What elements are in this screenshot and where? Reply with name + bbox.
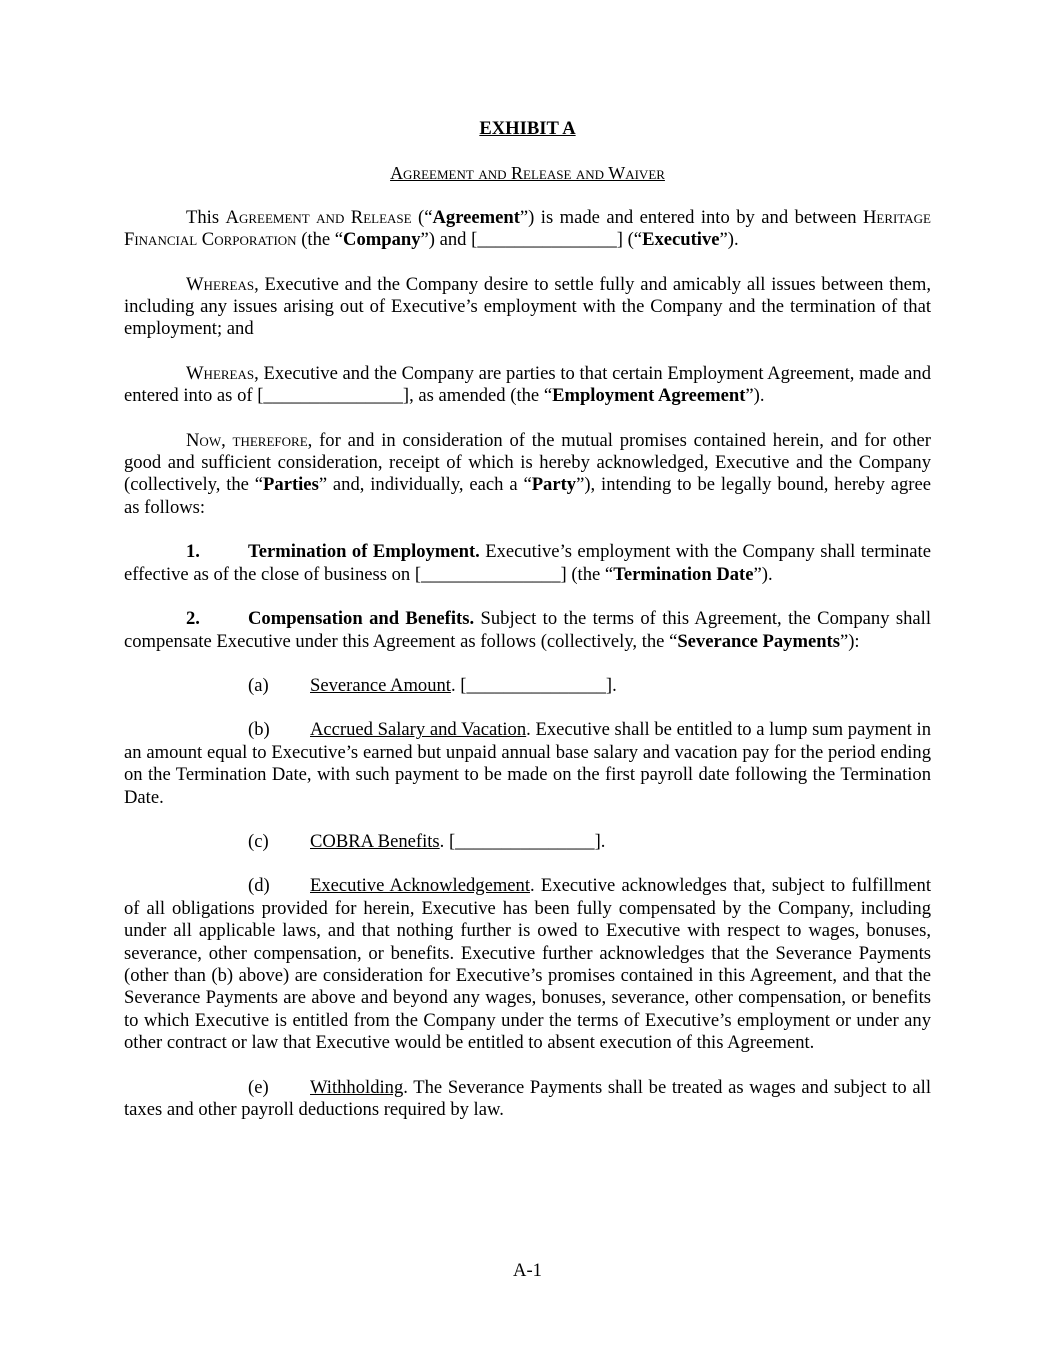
intro-text-1: This bbox=[186, 206, 226, 228]
subsection-a-heading: Severance Amount bbox=[310, 674, 451, 696]
defined-severance-payments: Severance Payments bbox=[677, 630, 840, 652]
now-therefore-label: Now, therefore bbox=[186, 429, 308, 451]
subsection-d bbox=[124, 875, 931, 1054]
defined-party: Party bbox=[531, 474, 577, 496]
intro-text-2: (“ bbox=[411, 206, 433, 228]
executive-name-blank: [_______________] bbox=[471, 229, 623, 251]
subsection-c-text-1: . bbox=[439, 830, 449, 852]
section-1-heading: Termination of Employment. bbox=[248, 541, 480, 563]
section-1 bbox=[124, 541, 931, 586]
section-2-heading: Compensation and Benefits. bbox=[248, 608, 475, 630]
now-text-1: , for and in consideration of the mutual promises contained herein, and for other good and sufficient consideration, receipt of which is hereby acknowledged, Executive and the Company (collectively, the “ bbox=[124, 429, 931, 496]
section-2 bbox=[124, 608, 931, 653]
section-1-text-2: (the “ bbox=[566, 563, 614, 585]
subsection-a-text-1: . bbox=[450, 674, 461, 696]
intro-text-3: ”) is made and entered into by and between bbox=[519, 206, 863, 228]
intro-text-5: ”) and bbox=[420, 229, 472, 251]
whereas-2-text-3: ”). bbox=[745, 385, 765, 407]
section-2-text-2: ”): bbox=[839, 630, 860, 652]
subsection-a bbox=[124, 675, 931, 697]
subsection-c-text-2: . bbox=[600, 830, 606, 852]
page-number: A-1 bbox=[513, 1260, 542, 1281]
subsection-d-label: (d) bbox=[248, 875, 270, 897]
subsection-e-heading: Withholding bbox=[310, 1076, 404, 1098]
subsection-b-label: (b) bbox=[248, 719, 270, 741]
document-subtitle: Agreement and Release and Waiver bbox=[390, 163, 665, 184]
section-2-text-1: Subject to the terms of this Agreement, the Company shall compensate Executive under this Agreement as follows (collectively, the “ bbox=[124, 608, 931, 652]
subsection-d-heading: Executive Acknowledgement bbox=[310, 875, 531, 897]
section-1-text-1: Executive’s employment with the Company shall terminate effective as of the close of business on bbox=[124, 541, 931, 585]
subsection-b-text: . Executive shall be entitled to a lump sum payment in an amount equal to Executive’s earned but unpaid annual base salary and vacation pay for the period ending on the Termination Date, with such payment to be made on the first payroll date following the Termination Date. bbox=[124, 719, 931, 808]
subsection-b-heading: Accrued Salary and Vacation bbox=[310, 719, 527, 741]
intro-text-7: ”). bbox=[719, 229, 739, 251]
severance-amount-blank: [_______________] bbox=[460, 674, 613, 696]
cobra-benefits-blank: [_______________] bbox=[448, 830, 601, 852]
whereas-paragraph-2 bbox=[124, 363, 931, 408]
subsection-e-text: . The Severance Payments shall be treated as wages and subject to all taxes and other payroll deductions required by law. bbox=[124, 1076, 931, 1120]
now-therefore-paragraph bbox=[124, 430, 931, 520]
whereas-paragraph-1 bbox=[124, 274, 931, 341]
employment-date-blank: [_______________] bbox=[257, 385, 410, 407]
intro-defined-company: Company bbox=[343, 229, 421, 251]
intro-agreement-name: Agreement and Release bbox=[225, 206, 412, 228]
subsection-c-heading: COBRA Benefits bbox=[310, 830, 440, 852]
subsection-c-label: (c) bbox=[248, 830, 269, 852]
subsection-c bbox=[124, 831, 931, 853]
subsection-b bbox=[124, 719, 931, 809]
intro-company-name: Heritage Financial Corporation bbox=[124, 206, 931, 251]
whereas-2-text-1: , Executive and the Company are parties to that certain Employment Agreement, made and entered into as of bbox=[124, 362, 931, 407]
subsection-d-text: . Executive acknowledges that, subject to fulfillment of all obligations provided for herein, Executive has been fully compensated by the Company, including under all applicable laws, and that nothing further is owed to Executive with respect to wages, bonuses, severance, other compensation, or benefits. Executive further acknowledges that the Severance Payments (other than (b) above) are consideration for Executive’s promises contained in this Agreement, and that the Severance Payments are above and beyond any wages, bonuses, severance, other compensation, or benefits to which Executive is entitled from the Company under the terms of Executive’s employment or under any other contract or law that Executive would be entitled to absent execution of this Agreement. bbox=[124, 875, 932, 1054]
intro-paragraph bbox=[124, 207, 931, 252]
section-2-number: 2. bbox=[186, 608, 200, 630]
whereas-1-text: , Executive and the Company desire to settle fully and amicably all issues between them, including any issues arising out of Executive’s employment with the Company and the termination of that employment; and bbox=[124, 273, 931, 340]
now-text-3: ”), intending to be legally bound, hereby agree as follows: bbox=[124, 474, 931, 518]
termination-date-blank: [_______________] bbox=[414, 563, 567, 585]
defined-parties: Parties bbox=[263, 474, 319, 496]
defined-employment-agreement: Employment Agreement bbox=[552, 385, 746, 407]
subsection-a-label: (a) bbox=[248, 674, 269, 696]
intro-text-6: (“ bbox=[622, 229, 643, 251]
intro-defined-agreement: Agreement bbox=[432, 206, 520, 228]
exhibit-title: EXHIBIT A bbox=[479, 118, 576, 139]
whereas-label: Whereas bbox=[186, 273, 255, 295]
subsection-e-label: (e) bbox=[248, 1076, 269, 1098]
document-page bbox=[124, 118, 931, 1121]
section-1-number: 1. bbox=[186, 541, 200, 563]
whereas-2-text-2: , as amended (the “ bbox=[409, 385, 553, 407]
whereas-label: Whereas bbox=[186, 362, 255, 384]
section-1-text-3: ”). bbox=[753, 563, 773, 585]
defined-termination-date: Termination Date bbox=[613, 563, 754, 585]
now-text-2: ” and, individually, each a “ bbox=[318, 474, 532, 496]
subsection-e bbox=[124, 1077, 931, 1122]
intro-text-4: (the “ bbox=[296, 229, 344, 251]
subsection-a-text-2: . bbox=[612, 674, 617, 696]
intro-defined-executive: Executive bbox=[642, 229, 720, 251]
